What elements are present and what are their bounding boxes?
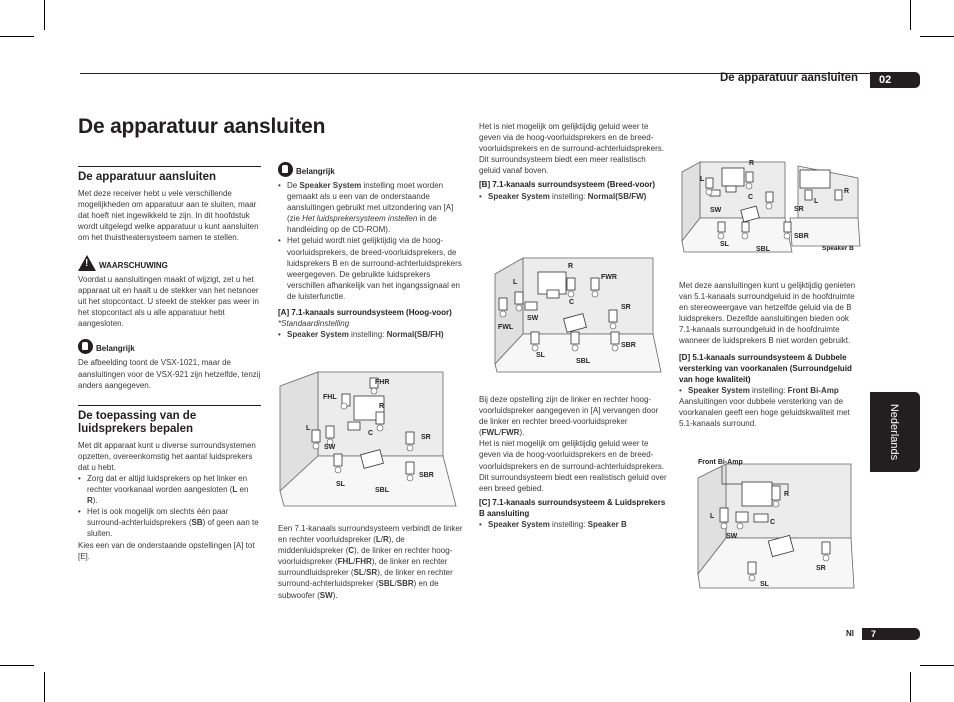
diagram-b-label: SW (527, 315, 539, 322)
diagram-d-label: SR (816, 565, 826, 572)
language-tab (870, 392, 920, 472)
setup-b-heading: [B] 7.1-kanaals surroundsysteem (Breed-voor) (479, 180, 656, 190)
diagram-b-label: SR (621, 304, 631, 311)
diagram-a-label: SBL (375, 487, 389, 494)
diagram-a-label: SBR (419, 472, 434, 479)
diagram-a-label: FHR (375, 379, 390, 386)
crop-mark (44, 672, 45, 702)
speakers-intro: Met dit apparaat kunt u diverse surroundsystemen opzetten, overeenkomstig het aantal luidsprekers dat u hebt. (78, 440, 256, 472)
diagram-a-room (278, 366, 458, 512)
crop-mark (44, 0, 45, 30)
default-setting-note: *Standaardinstelling (278, 319, 350, 329)
list-item: • Speaker System instelling: Front Bi-Amp (679, 385, 862, 396)
note-heading (78, 339, 261, 354)
column-2-bottom (278, 523, 466, 601)
column-2 (278, 162, 466, 340)
crop-mark (910, 0, 911, 30)
diagram-b-label: L (513, 279, 518, 286)
diagram-d-label: L (710, 513, 715, 520)
diagram-c-label: C (748, 194, 754, 201)
diagram-d-label: SW (726, 533, 738, 540)
diagram-c-label: R (844, 188, 850, 195)
chapter-number: 02 (870, 72, 920, 88)
setup-c-description: Met deze aansluitingen kunt u gelijktijdig genieten van 5.1-kanaals surroundgeluid in de hoofdruimte en stereoweergave van hetzelfde geluid via de B luidsprekers. Dezelfde aansluitingen bieden ook 7.1-kanaals surroundgeluid in de hoofdruimte wanneer de luidsprekers B niet worden gebruikt. (679, 281, 856, 346)
language-tab-label: Nederlands (888, 403, 900, 461)
page-number: 7 (862, 628, 920, 640)
col3-top-text-2: Dit surroundsysteem biedt een meer realistisch geluid vanaf boven. (479, 155, 646, 176)
note-label: Belangrijk (96, 344, 135, 354)
intro-text: Met deze receiver hebt u vele verschillende mogelijkheden om apparatuur aan te sluiten, maar dat hoeft niet ingewikkeld te zijn. In dit hoofdstuk wordt uitgelegd welke apparatuur u kunt aansluiten om het thuistheatersysteem samen te stellen. (78, 188, 259, 242)
column-1 (78, 166, 261, 562)
crop-mark (0, 665, 34, 666)
diagram-c-label: L (700, 176, 705, 183)
warning-text: Voordat u aansluitingen maakt of wijzigt, zet u het apparaat uit en haalt u de stekker van het netsnoer uit het stopcontact. U steekt de stekker pas weer in het stopcontact als u alle apparatuur hebt aangesloten. (78, 274, 259, 329)
setup-a-description: Een 7.1-kanaals surroundsysteem verbindt de linker en rechter voorluidspreker (L/R), de middenluidspreker (C), de linker en rechter hoog-voorluidspreker (FHL/FHR), de linker en rechter surroundluidspreker (SL/SR), de linker en rechter surround-achterluidspreker (SBL/SBR) en de subwoofer (SW). (278, 524, 463, 600)
list-item: • Zorg dat er altijd luidsprekers op het linker en rechter voorkanaal worden aangesloten (L en R). (78, 473, 261, 506)
column-4 (679, 280, 862, 429)
diagram-b-label: FWL (498, 324, 514, 331)
setup-b-note: Het is niet mogelijk om gelijktijdig geluid weer te geven via de hoog-voorluidsprekers en de breed-voorluidsprekers en de surround-achterluidsprekers. (479, 439, 664, 471)
diagram-c-label: SR (794, 206, 804, 213)
section-heading-speakers: De toepassing van de luidsprekers bepalen (78, 405, 261, 437)
setup-d-heading: [D] 5.1-kanaals surroundsysteem & Dubbele versterking van voorkanalen (Surroundgeluid van hoge kwaliteit) (679, 352, 852, 384)
list-item: • Het is ook mogelijk om slechts één paar surround-achterluidsprekers (SB) of geen aan te sluiten. (78, 506, 261, 539)
diagram-d-label: R (784, 491, 790, 498)
setup-b-note-2: Dit surroundsysteem biedt een realistisch geluid over een breed gebied. (479, 472, 667, 493)
diagram-b-label: SBL (576, 358, 590, 365)
diagram-a-label: SR (421, 434, 431, 441)
diagram-a-label: SL (336, 481, 345, 488)
diagram-c-label: SBR (794, 233, 809, 240)
note-icon (278, 162, 293, 177)
list-item: • De Speaker System instelling moet worden gemaakt als u een van de onderstaande aansluitingen gebruikt met uitzondering van [A] (zie Het luidsprekersysteem instellen in de handleiding op de CD-ROM). (278, 180, 466, 235)
diagram-d-room (696, 456, 856, 592)
crop-mark (920, 36, 954, 37)
warning-heading (78, 255, 261, 271)
list-item: • Het geluid wordt niet gelijktijdig via de hoog-voorluidsprekers, de breed-voorluidsprekers, de luidsprekers B en de surround-achterluidsprekers weergegeven. De gebruikte luidsprekers verschillen afhankelijk van het ingangssignaal en de luisterfunctie. (278, 235, 466, 302)
setup-b-description: Bij deze opstelling zijn de linker en rechter hoog-voorluidspreker aangegeven in [A] vervangen door de linker en rechter breed-voorluidspreker (FWL/FWR). (479, 395, 659, 438)
diagram-c-label: SBL (756, 246, 770, 253)
diagram-c-label: Speaker B (822, 245, 854, 252)
diagram-d-label: C (770, 519, 776, 526)
list-item: • Speaker System instelling: Normal(SB/FH) (278, 329, 466, 340)
diagram-a-label: C (368, 430, 374, 437)
warning-icon: ! (78, 255, 96, 271)
choose-text: Kies een van de onderstaande opstellingen [A] tot [E]. (78, 540, 255, 561)
column-3-bottom (479, 394, 667, 530)
diagram-b-label: C (569, 299, 575, 306)
diagram-c-label: L (814, 198, 819, 205)
list-item: • Speaker System instelling: Speaker B (479, 519, 667, 530)
crop-mark (910, 672, 911, 702)
footer-language: Nl (846, 629, 854, 638)
page-title: De apparatuur aansluiten (78, 115, 326, 138)
diagram-c-room (680, 156, 862, 256)
diagram-b-label: R (568, 263, 574, 270)
diagram-a-label: FHL (323, 394, 337, 401)
diagram-d-label: SL (760, 581, 769, 588)
diagram-b-room (493, 254, 663, 376)
diagram-c-label: R (749, 160, 755, 167)
warning-label: WAARSCHUWING (99, 260, 168, 270)
diagram-a-label: R (379, 403, 385, 410)
diagram-b-label: SL (536, 352, 545, 359)
setup-a-heading: [A] 7.1-kanaals surroundsysteem (Hoog-voor) (278, 308, 452, 318)
setup-d-description: Aansluitingen voor dubbele versterking van de voorkanalen geeft een hoge geluidskwaliteit met 5.1-kanaals surround. (679, 396, 850, 429)
diagram-a-label: SW (324, 444, 336, 451)
setup-c-heading: [C] 7.1-kanaals surroundsysteem & Luidsprekers B aansluiting (479, 497, 666, 518)
col3-top-text: Het is niet mogelijk om gelijktijdig geluid weer te geven via de hoog-voorluidsprekers en de breed-voorluidsprekers en de surround-achterluidsprekers. (479, 122, 664, 154)
crop-mark (920, 665, 954, 666)
diagram-c-label: SL (720, 241, 729, 248)
note-heading-2 (278, 162, 466, 177)
diagram-b-label: FWR (601, 274, 617, 281)
crop-mark (0, 36, 34, 37)
diagram-c-label: SW (710, 207, 722, 214)
list-item: • Speaker System instelling: Normal(SB/FW) (479, 191, 667, 202)
note-label: Belangrijk (296, 166, 335, 176)
diagram-a-label: L (306, 425, 311, 432)
section-heading-connect: De apparatuur aansluiten (78, 166, 261, 185)
column-3-top (479, 121, 667, 202)
note-icon (78, 339, 93, 354)
header-section-title: De apparatuur aansluiten (719, 72, 858, 84)
diagram-d-label: Front Bi-Amp (698, 459, 743, 466)
note-text: De afbeelding toont de VSX-1021, maar de aansluitingen voor de VSX-921 zijn hetzelfde, tenzij anders aangegeven. (78, 358, 261, 390)
diagram-b-label: SBR (621, 342, 636, 349)
